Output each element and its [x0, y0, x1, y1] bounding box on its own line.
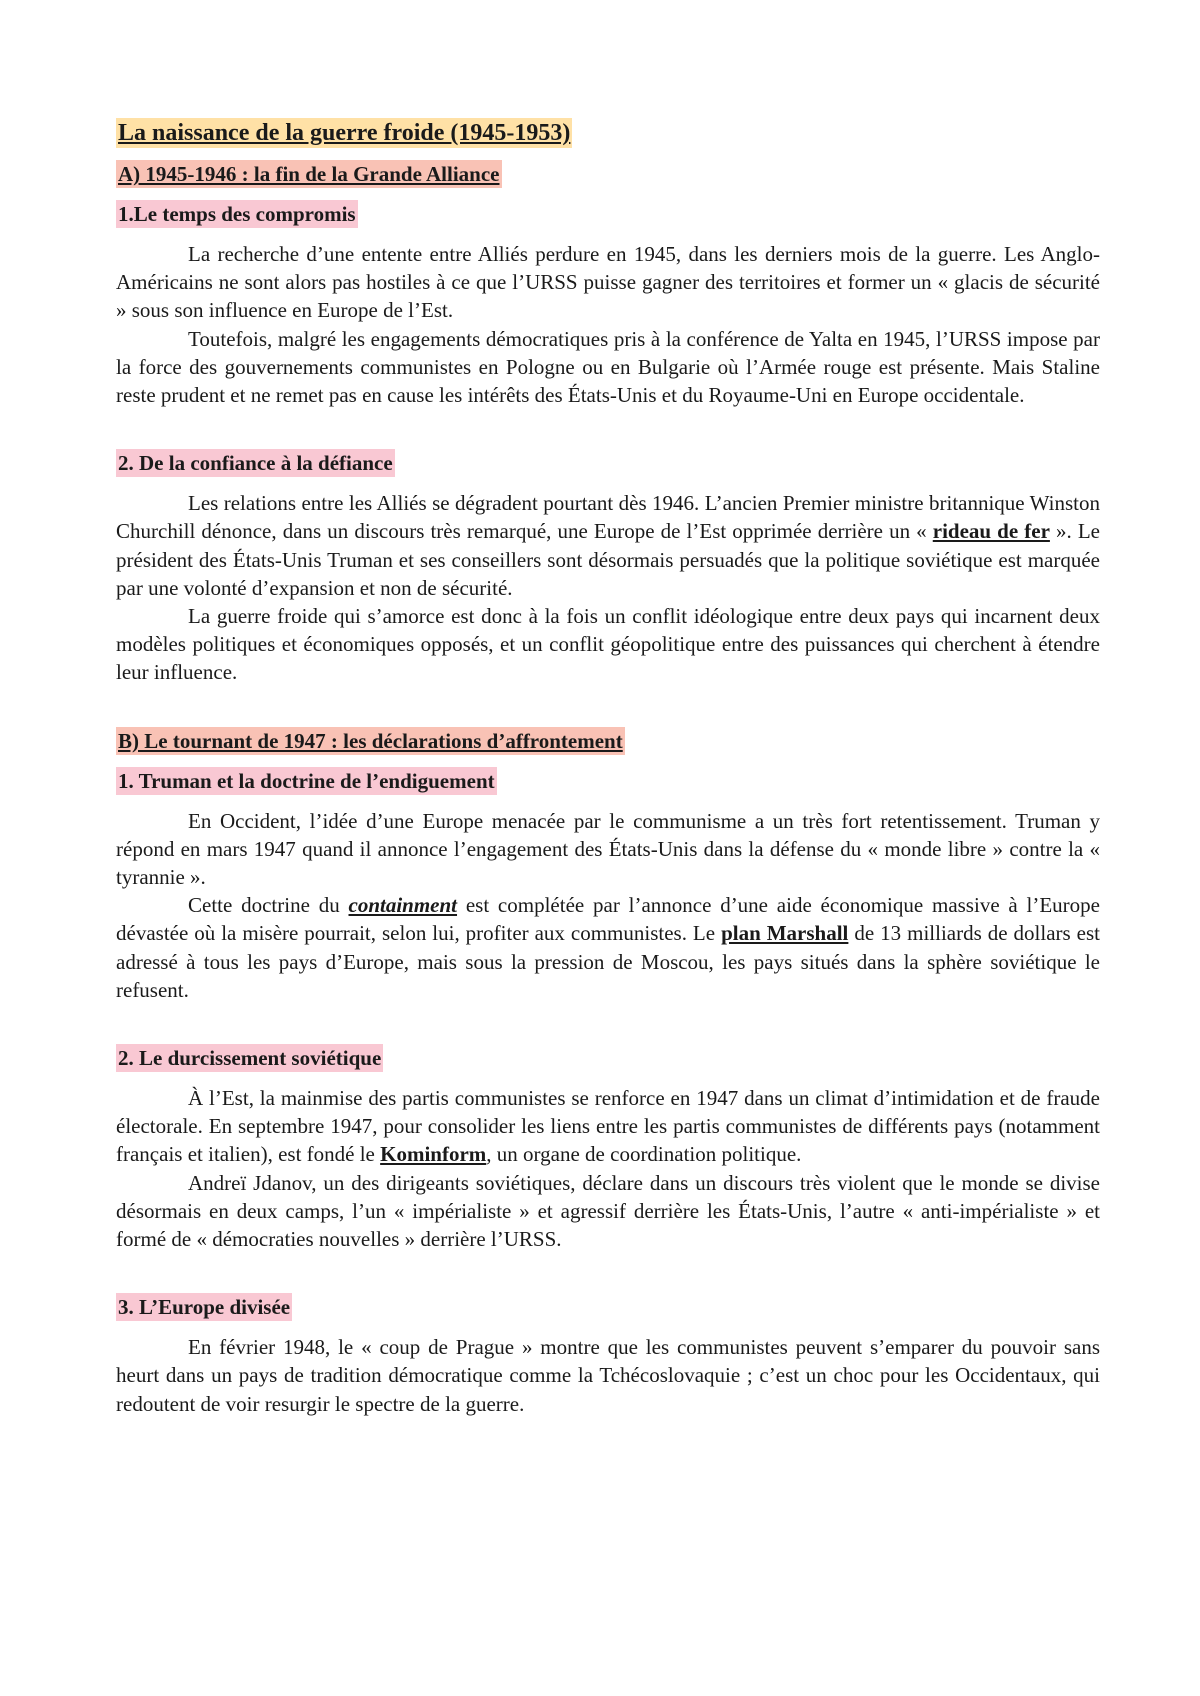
text-run: Les relations entre les Alliés se dégradent pourtant dès 1946. L’ancien Premier ministre britannique Winston Churchill dénonce, dans un discours très remarqué, une Europe de l’Est opprimée derrière un « [116, 491, 1100, 544]
spacer [116, 1253, 1100, 1293]
spacer [116, 409, 1100, 449]
section-b2-paragraph-2: Andreï Jdanov, un des dirigeants soviétiques, déclare dans un discours très violent que le monde se divise désormais en deux camps, l’un « impérialiste » et agressif derrière les États-Unis, l’autre « anti-impérialiste » et formé de « démocraties nouvelles » derrière l’URSS. [116, 1170, 1100, 1252]
part-a-heading: A) 1945-1946 : la fin de la Grande Alliance [118, 162, 500, 186]
document-content [116, 118, 1100, 1418]
keyword-rideau-de-fer: rideau de fer [932, 519, 1050, 544]
section-a2-paragraph-2: La guerre froide qui s’amorce est donc à la fois un conflit idéologique entre deux pays qui incarnent deux modèles politiques et économiques opposés, et un conflit géopolitique entre des puissances qui cherchent à étendre leur influence. [116, 604, 1100, 685]
section-b1-paragraph-2 [116, 891, 1100, 1004]
section-a1-paragraph-2: Toutefois, malgré les engagements démocratiques pris à la conférence de Yalta en 1945, l’URSS impose par la force des gouvernements communistes en Pologne ou en Bulgarie où l’Armée rouge est présente. Mais Staline reste prudent et ne remet pas en cause les intérêts des États-Unis et du Royaume-Uni en Europe occidentale. [116, 326, 1100, 408]
section-b2-heading: 2. Le durcissement soviétique [118, 1046, 382, 1071]
section-a1-heading: 1.Le temps des compromis [118, 202, 356, 226]
text-run: est complétée par l’annonce d’une aide économique massive à l’Europe dévastée où la misère pourrait, selon lui, profiter aux communistes. Le [116, 893, 1101, 946]
text-run: , un organe de coordination politique. [486, 1142, 802, 1167]
section-a2-heading: 2. De la confiance à la défiance [118, 451, 393, 476]
keyword-plan-marshall: plan Marshall [721, 921, 849, 946]
section-b1-heading: 1. Truman et la doctrine de l’endiguement [118, 768, 495, 793]
part-b-heading: B) Le tournant de 1947 : les déclarations d’affrontement [118, 728, 623, 753]
keyword-kominform: Kominform [380, 1142, 487, 1167]
text-run: Cette doctrine du [188, 893, 349, 918]
document-title: La naissance de la guerre froide (1945-1953) [118, 120, 571, 146]
text-run: de 13 milliards de dollars est adressé à tous les pays d’Europe, mais sous la pression de Moscou, les pays situés dans la sphère soviétique le refusent. [116, 921, 1100, 1002]
section-b1-paragraph-1: En Occident, l’idée d’une Europe menacée par le communisme a un très fort retentissement. Truman y répond en mars 1947 quand il annonce l’engagement des États-Unis dans la défense du « monde libre » contre la « tyrannie ». [116, 808, 1100, 890]
section-b2-paragraph-1 [116, 1084, 1100, 1169]
keyword-containment: containment [348, 893, 458, 918]
section-a2-paragraph-1 [116, 489, 1100, 602]
section-b3-heading: 3. L’Europe divisée [118, 1295, 291, 1320]
text-run: À l’Est, la mainmise des partis communistes se renforce en 1947 dans un climat d’intimidation et de fraude électorale. En septembre 1947, pour consolider les liens entre les partis communistes de différents pays (notamment français et italien), est fondé le [116, 1086, 1100, 1167]
text-run: ». Le président des États-Unis Truman et ses conseillers sont désormais persuadés que la politique soviétique est marquée par une volonté d’expansion et non de sécurité. [116, 519, 1100, 600]
section-b3-paragraph-1: En février 1948, le « coup de Prague » montre que les communistes peuvent s’emparer du pouvoir sans heurt dans un pays de tradition démocratique comme la Tchécoslovaquie ; c’est un choc pour les Occidentaux, qui redoutent de voir resurgir le spectre de la guerre. [116, 1335, 1100, 1416]
spacer [116, 687, 1100, 727]
spacer [116, 1004, 1100, 1044]
section-a1-paragraph-1: La recherche d’une entente entre Alliés perdure en 1945, dans les derniers mois de la guerre. Les Anglo-Américains ne sont alors pas hostiles à ce que l’URSS puisse gagner des territoires et former un « glacis de sécurité » sous son influence en Europe de l’Est. [116, 242, 1100, 323]
